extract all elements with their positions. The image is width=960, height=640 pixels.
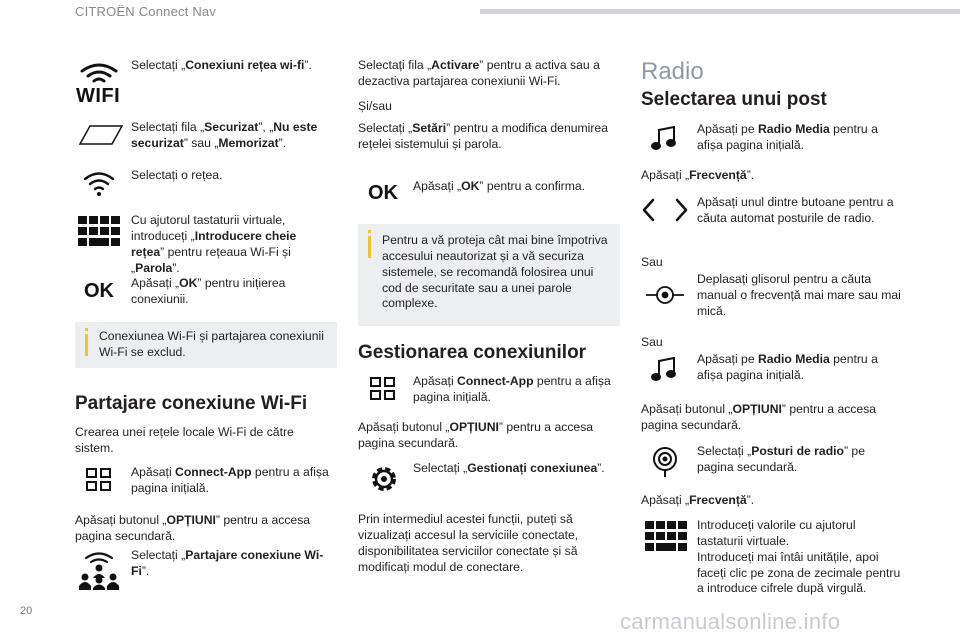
page-number: 20 bbox=[20, 605, 33, 617]
col3-step-1: Apăsați pe Radio Media pentru a afișa pagina inițială. bbox=[697, 122, 878, 152]
col1-step-3: Selectați o rețea. bbox=[131, 168, 223, 182]
info-icon-2 bbox=[368, 236, 371, 258]
security-tab-icon bbox=[78, 124, 124, 146]
col2-step-5: Apăsați Connect-App pentru a afișa pagina inițială. bbox=[413, 374, 611, 404]
header-bar bbox=[480, 9, 960, 14]
wifi-sharing-icon bbox=[78, 550, 120, 592]
section-heading-connections: Gestionarea conexiunilor bbox=[358, 342, 587, 363]
frequency-slider-icon bbox=[645, 283, 685, 307]
col1-step-4: Cu ajutorul tastaturii virtuale, introduceți „Introducere cheie rețea” pentru rețeaua Wi-Fi și „Parola”. bbox=[131, 213, 297, 275]
col2-step-3: Selectați „Setări” pentru a modifica denumirea rețelei sistemului și parola. bbox=[358, 121, 608, 151]
ok-icon-2: OK bbox=[368, 182, 398, 204]
section-heading-select-station: Selectarea unui post bbox=[641, 89, 827, 110]
col1-step-8: Selectați „Partajare conexiune Wi-Fi”. bbox=[131, 548, 324, 578]
col3-step-3: Apăsați unul dintre butoane pentru a căuta automat posturile de radio. bbox=[697, 195, 894, 225]
section-heading-wifi-sharing: Partajare conexiune Wi-Fi bbox=[75, 393, 308, 414]
watermark: carmanualsonline.info bbox=[620, 609, 841, 634]
col2-info-note-text: Pentru a vă proteja cât mai bine împotriva accesului neautorizat și a vă securiza sistemele, se recomandă folosirea unui cod de securitate sau a unei parole complexe. bbox=[382, 233, 608, 311]
chapter-title-radio: Radio bbox=[641, 58, 704, 85]
col3-or-1: Sau bbox=[641, 255, 663, 269]
col2-info-note bbox=[358, 224, 620, 326]
col1-step-1: Selectați „Conexiuni rețea wi-fi”. bbox=[131, 58, 312, 72]
seek-arrows-icon bbox=[641, 198, 691, 222]
connect-app-icon-2 bbox=[370, 377, 396, 401]
col2-description: Prin intermediul acestei funcții, puteți să vizualizați accesul la serviciile conectate, disponibilitatea serviciilor conectate și să modificați modul de conectare. bbox=[358, 512, 579, 574]
col3-or-2: Sau bbox=[641, 335, 663, 349]
col1-step-6: Apăsați Connect-App pentru a afișa pagina inițială. bbox=[131, 465, 329, 495]
col3-step-8: Apăsați „Frecvență”. bbox=[641, 493, 755, 507]
col3-step-9: Introduceți valorile cu ajutorul tastaturii virtuale. Introduceți mai întâi unitățile, apoi faceți clic pe zona de zecimale pentru a introduce cifrele după virgulă. bbox=[697, 518, 901, 596]
col1-info-note-text: Conexiunea Wi-Fi și partajarea conexiunii Wi-Fi se exclud. bbox=[99, 329, 324, 359]
header-title: CITROËN Connect Nav bbox=[75, 4, 217, 19]
keyboard-icon bbox=[78, 216, 120, 246]
manage-connection-gear-icon bbox=[368, 463, 400, 495]
col2-and-or: Și/sau bbox=[358, 99, 392, 113]
keyboard-icon-2 bbox=[645, 521, 687, 551]
col3-step-7: Selectați „Posturi de radio” pe pagina secundară. bbox=[697, 444, 865, 474]
col1-step-2: Selectați fila „Securizat”, „Nu este securizat” sau „Memorizat”. bbox=[131, 120, 318, 150]
music-note-icon bbox=[651, 126, 677, 152]
col2-step-1: Selectați fila „Activare” pentru a activa sau a dezactiva partajarea conexiunii Wi-Fi. bbox=[358, 58, 600, 88]
col1-info-note bbox=[75, 322, 337, 368]
col1-intro: Crearea unei rețele locale Wi-Fi de către sistem. bbox=[75, 425, 294, 455]
wifi-icon bbox=[76, 62, 122, 106]
col2-step-7: Selectați „Gestionați conexiunea”. bbox=[413, 461, 605, 475]
wifi-network-icon bbox=[82, 170, 116, 198]
connect-app-icon bbox=[86, 468, 112, 492]
col3-step-5: Apăsați pe Radio Media pentru a afișa pagina inițială. bbox=[697, 352, 878, 382]
radio-stations-icon bbox=[649, 446, 681, 478]
wifi-icon-label: WIFI bbox=[76, 85, 121, 107]
col3-step-4: Deplasați glisorul pentru a căuta manual o frecvență mai mare sau mai mică. bbox=[697, 272, 901, 318]
col2-step-6: Apăsați butonul „OPȚIUNI” pentru a accesa pagina secundară. bbox=[358, 420, 594, 450]
col1-step-7: Apăsați butonul „OPȚIUNI” pentru a accesa pagina secundară. bbox=[75, 513, 311, 543]
ok-icon: OK bbox=[84, 280, 114, 302]
info-icon bbox=[85, 334, 88, 356]
col3-step-6: Apăsați butonul „OPȚIUNI” pentru a accesa pagina secundară. bbox=[641, 402, 877, 432]
music-note-icon-2 bbox=[651, 357, 677, 383]
col3-step-2: Apăsați „Frecvență”. bbox=[641, 168, 755, 182]
col1-step-5: Apăsați „OK” pentru inițierea conexiunii. bbox=[131, 276, 286, 306]
col2-step-4: Apăsați „OK” pentru a confirma. bbox=[413, 179, 586, 193]
